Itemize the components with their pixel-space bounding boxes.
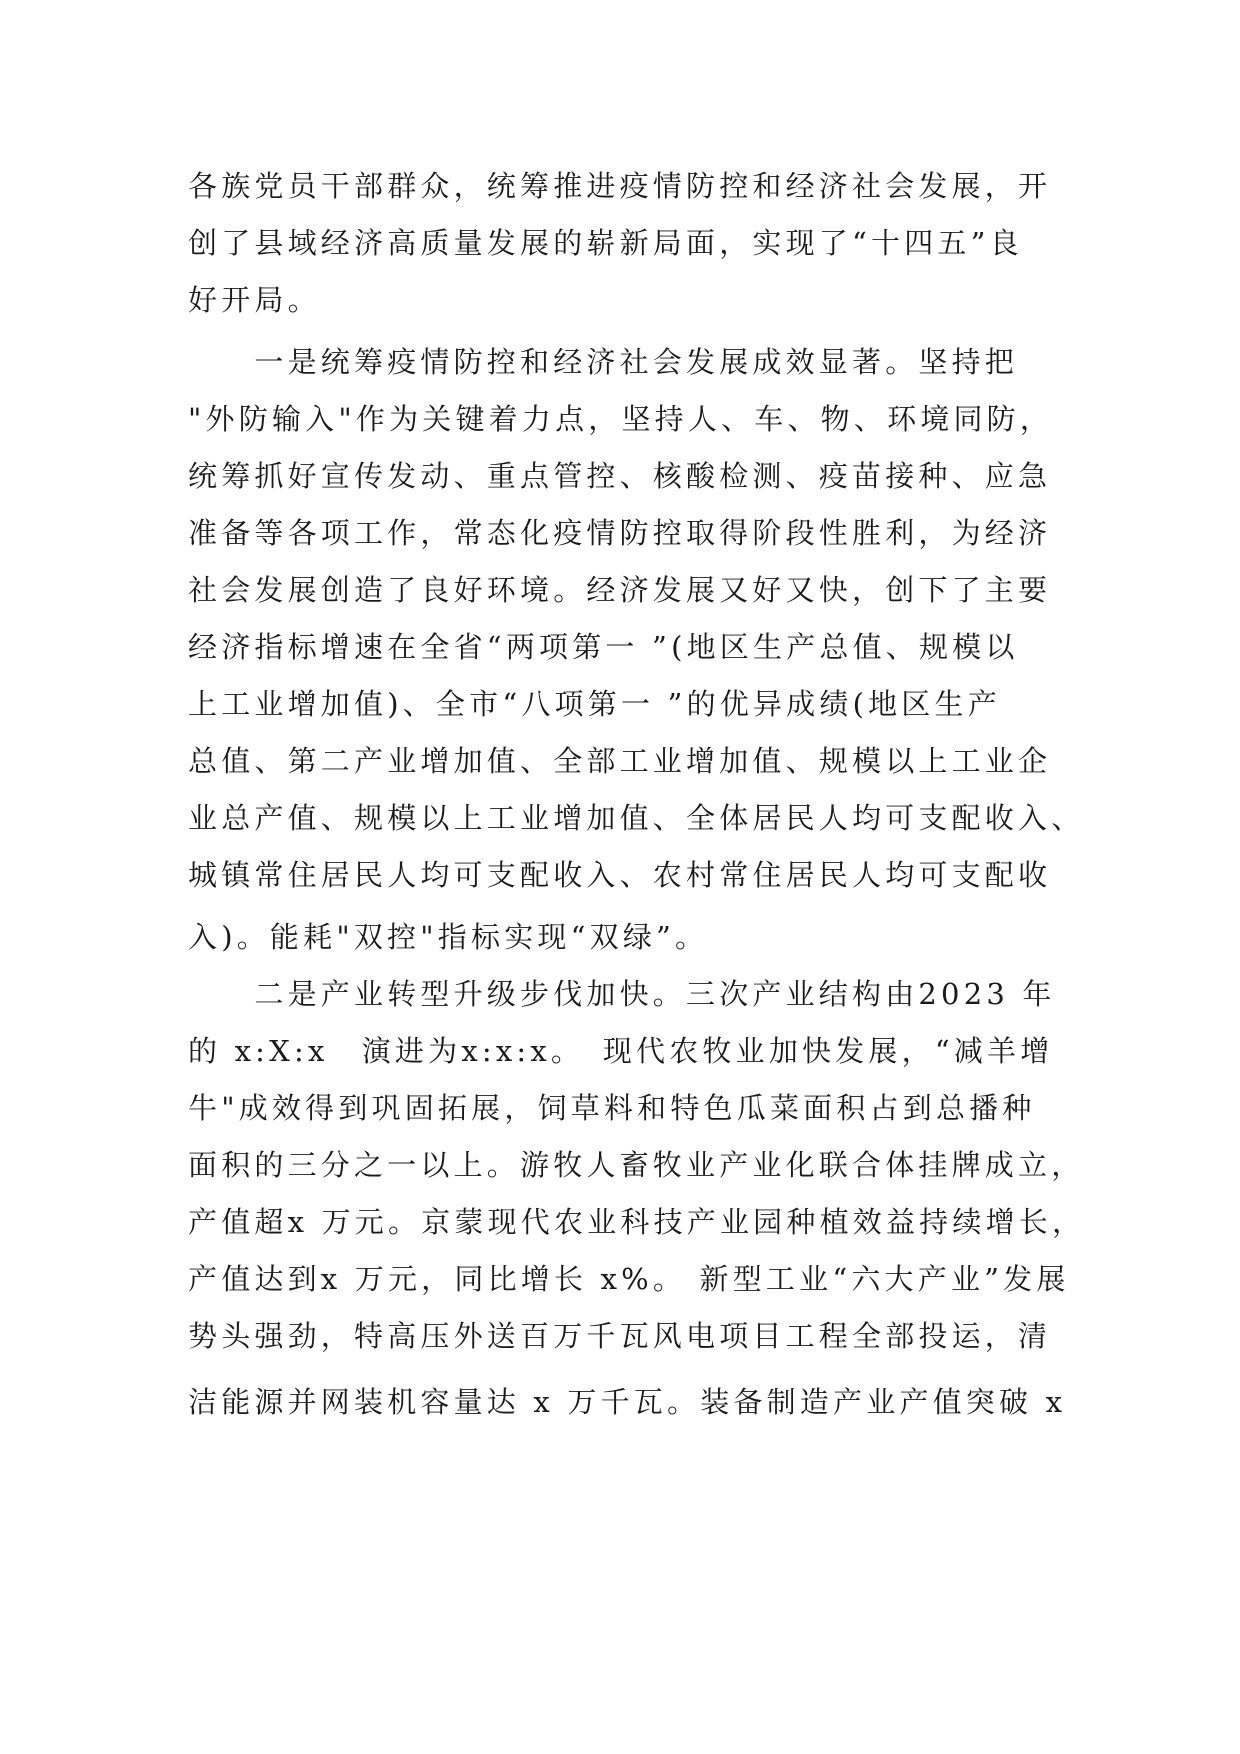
text-line: 洁能源并网装机容量达 x 万千瓦。装备制造产业产值突破 x [188, 1385, 1067, 1419]
text-line: 总值、第二产业增加值、全部工业增加值、规模以上工业企 [188, 744, 1052, 778]
text-line: 创了县域经济高质量发展的崭新局面，实现了“十四五”良 [188, 226, 1023, 260]
text-line: 产值超x 万元。京蒙现代农业科技产业园种植效益持续增长， [188, 1205, 1086, 1239]
text-line: 产值达到x 万元，同比增长 x%。 新型工业“六大产业”发展 [188, 1262, 1070, 1296]
text-line: 业总产值、规模以上工业增加值、全体居民人均可支配收入、 [188, 801, 1085, 835]
text-line: 牛"成效得到巩固拓展，饲草料和特色瓜菜面积占到总播种 [188, 1091, 1036, 1125]
text-line: 上工业增加值)、全市“八项第一 ”的优异成绩(地区生产 [188, 687, 1001, 721]
body-text [188, 158, 1086, 1431]
text-line: 统筹抓好宣传发动、重点管控、核酸检测、疫苗接种、应急 [188, 459, 1052, 493]
text-line: 入)。能耗"双控"指标实现“双绿”。 [188, 920, 709, 954]
text-line: 经济指标增速在全省“两项第一 ”(地区生产总值、规模以 [188, 630, 1019, 664]
text-line: 的 x:X:x 演进为x:x:x。 现代农牧业加快发展，“减羊增 [188, 1034, 1054, 1068]
text-line: 各族党员干部群众，统筹推进疫情防控和经济社会发展，开 [188, 169, 1052, 203]
text-line: "外防输入"作为关键着力点，坚持人、车、物、环境同防， [188, 402, 1054, 436]
text-line: 城镇常住居民人均可支配收入、农村常住居民人均可支配收 [188, 858, 1052, 892]
text-line: 社会发展创造了良好环境。经济发展又好又快，创下了主要 [188, 573, 1052, 607]
paragraph-2-start: 二是产业转型升级步伐加快。三次产业结构由2023 年 [188, 977, 1056, 1011]
text-line: 势头强劲，特高压外送百万千瓦风电项目工程全部投运，清 [188, 1319, 1052, 1353]
text-line: 好开局。 [188, 283, 321, 317]
text-line: 准备等各项工作，常态化疫情防控取得阶段性胜利，为经济 [188, 516, 1052, 550]
text-line: 面积的三分之一以上。游牧人畜牧业产业化联合体挂牌成立， [188, 1148, 1085, 1182]
paragraph-1-start: 一是统筹疫情防控和经济社会发展成效显著。坚持把 [188, 345, 1019, 379]
